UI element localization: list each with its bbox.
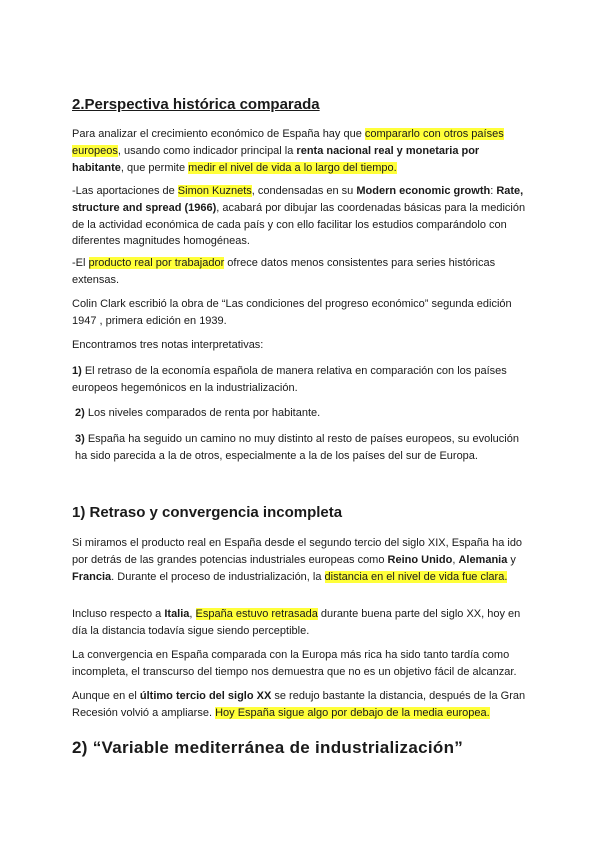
note-number: 2) (75, 407, 85, 419)
text: Si miramos el producto real en España desde el segundo tercio del siglo XIX, España ha ido por detrás de las grandes potencias industriales europeas como (72, 537, 523, 566)
paragraph-convergencia: La convergencia en España comparada con la Europa más rica ha sido tanto tardía como incompleta, el transcurso del tiempo nos demuestra que no es un objetivo fácil de alcanzar. (72, 649, 517, 678)
text: El retraso de la economía española de manera relativa en comparación con los países europeos hegemónicos en la industrialización. (72, 365, 507, 394)
text: Para analizar el crecimiento económico de España hay que (72, 128, 365, 140)
highlight: España estuvo retrasada (195, 608, 318, 620)
section-title-perspectiva: 2.Perspectiva histórica comparada (72, 96, 320, 113)
text: , usando como indicador principal la (117, 144, 297, 157)
note-number: 3) (75, 433, 85, 445)
paragraph-intro (72, 126, 528, 176)
paragraph-italia (72, 606, 528, 640)
paragraph-siglo-xix (72, 535, 528, 585)
text: España ha seguido un camino no muy distinto al resto de países europeos, su evolución ha sido parecida a la de otros, especialmente a la de los países del sur de Europa. (75, 433, 519, 462)
paragraph-ultimo-tercio (72, 688, 528, 722)
note-3 (75, 431, 528, 465)
paragraph-colin-clark: Colin Clark escribió la obra de “Las condiciones del progreso económico” segunda edición 1947 , primera edición en 1939. (72, 298, 512, 327)
note-2 (75, 405, 531, 422)
note-1 (72, 363, 528, 397)
bold-text: Rate, structure and spread (1966) (72, 185, 524, 214)
text: se redujo bastante la distancia, después de la Gran Recesión volvió a ampliarse. (72, 690, 526, 719)
highlight: producto real por trabajador (88, 257, 225, 269)
text: , condensadas en su (251, 185, 357, 197)
text: -Las aportaciones de (72, 185, 178, 197)
bold-text: Italia (164, 608, 190, 620)
text: durante buena parte del siglo XX, hoy en día la distancia todavía sigue siendo perceptible. (72, 608, 521, 637)
bold-text: Francia (72, 570, 112, 583)
text: : (490, 185, 497, 197)
note-number: 1) (72, 365, 82, 377)
bold-text: Modern economic growth (356, 185, 491, 197)
text: ofrece datos menos consistentes para series históricas extensas. (72, 257, 496, 286)
bold-text: renta nacional real y monetaria por habitante (72, 144, 480, 174)
section-title-retraso: 1) Retraso y convergencia incompleta (72, 504, 343, 521)
highlight: Simon Kuznets (177, 185, 252, 197)
highlight: Hoy España sigue algo por debajo de la media europea. (215, 706, 490, 719)
bold-text: Alemania (458, 553, 508, 566)
text: Los niveles comparados de renta por habitante. (84, 407, 321, 419)
text: y (507, 553, 516, 566)
text: , que permite (120, 161, 189, 174)
text: , acabará por dibujar las coordenadas básicas para la medición de la actividad económica de cada país y con ello facilitar los estudios comparándolo con diferentes magnitudes homogéneas. (72, 201, 526, 248)
paragraph-producto-real (72, 255, 528, 289)
highlight: medir el nivel de vida a lo largo del tiempo. (188, 161, 397, 174)
text: . Durante el proceso de industrialización, la (111, 570, 325, 583)
text: , (189, 608, 196, 620)
bold-text: Reino Unido (387, 553, 453, 566)
highlight: compararlo con otros países europeos (72, 128, 504, 157)
text: Incluso respecto a (72, 608, 165, 620)
section-title-variable-mediterranea: 2) “Variable mediterránea de industrialización” (72, 738, 464, 757)
bold-text: último tercio del siglo XX (139, 690, 272, 702)
text: Aunque en el (72, 690, 140, 702)
text: , (452, 553, 459, 566)
highlight: distancia en el nivel de vida fue clara. (324, 570, 508, 583)
text: -El (72, 257, 89, 269)
paragraph-notas: Encontramos tres notas interpretativas: (72, 339, 264, 351)
paragraph-kuznets (72, 183, 528, 250)
